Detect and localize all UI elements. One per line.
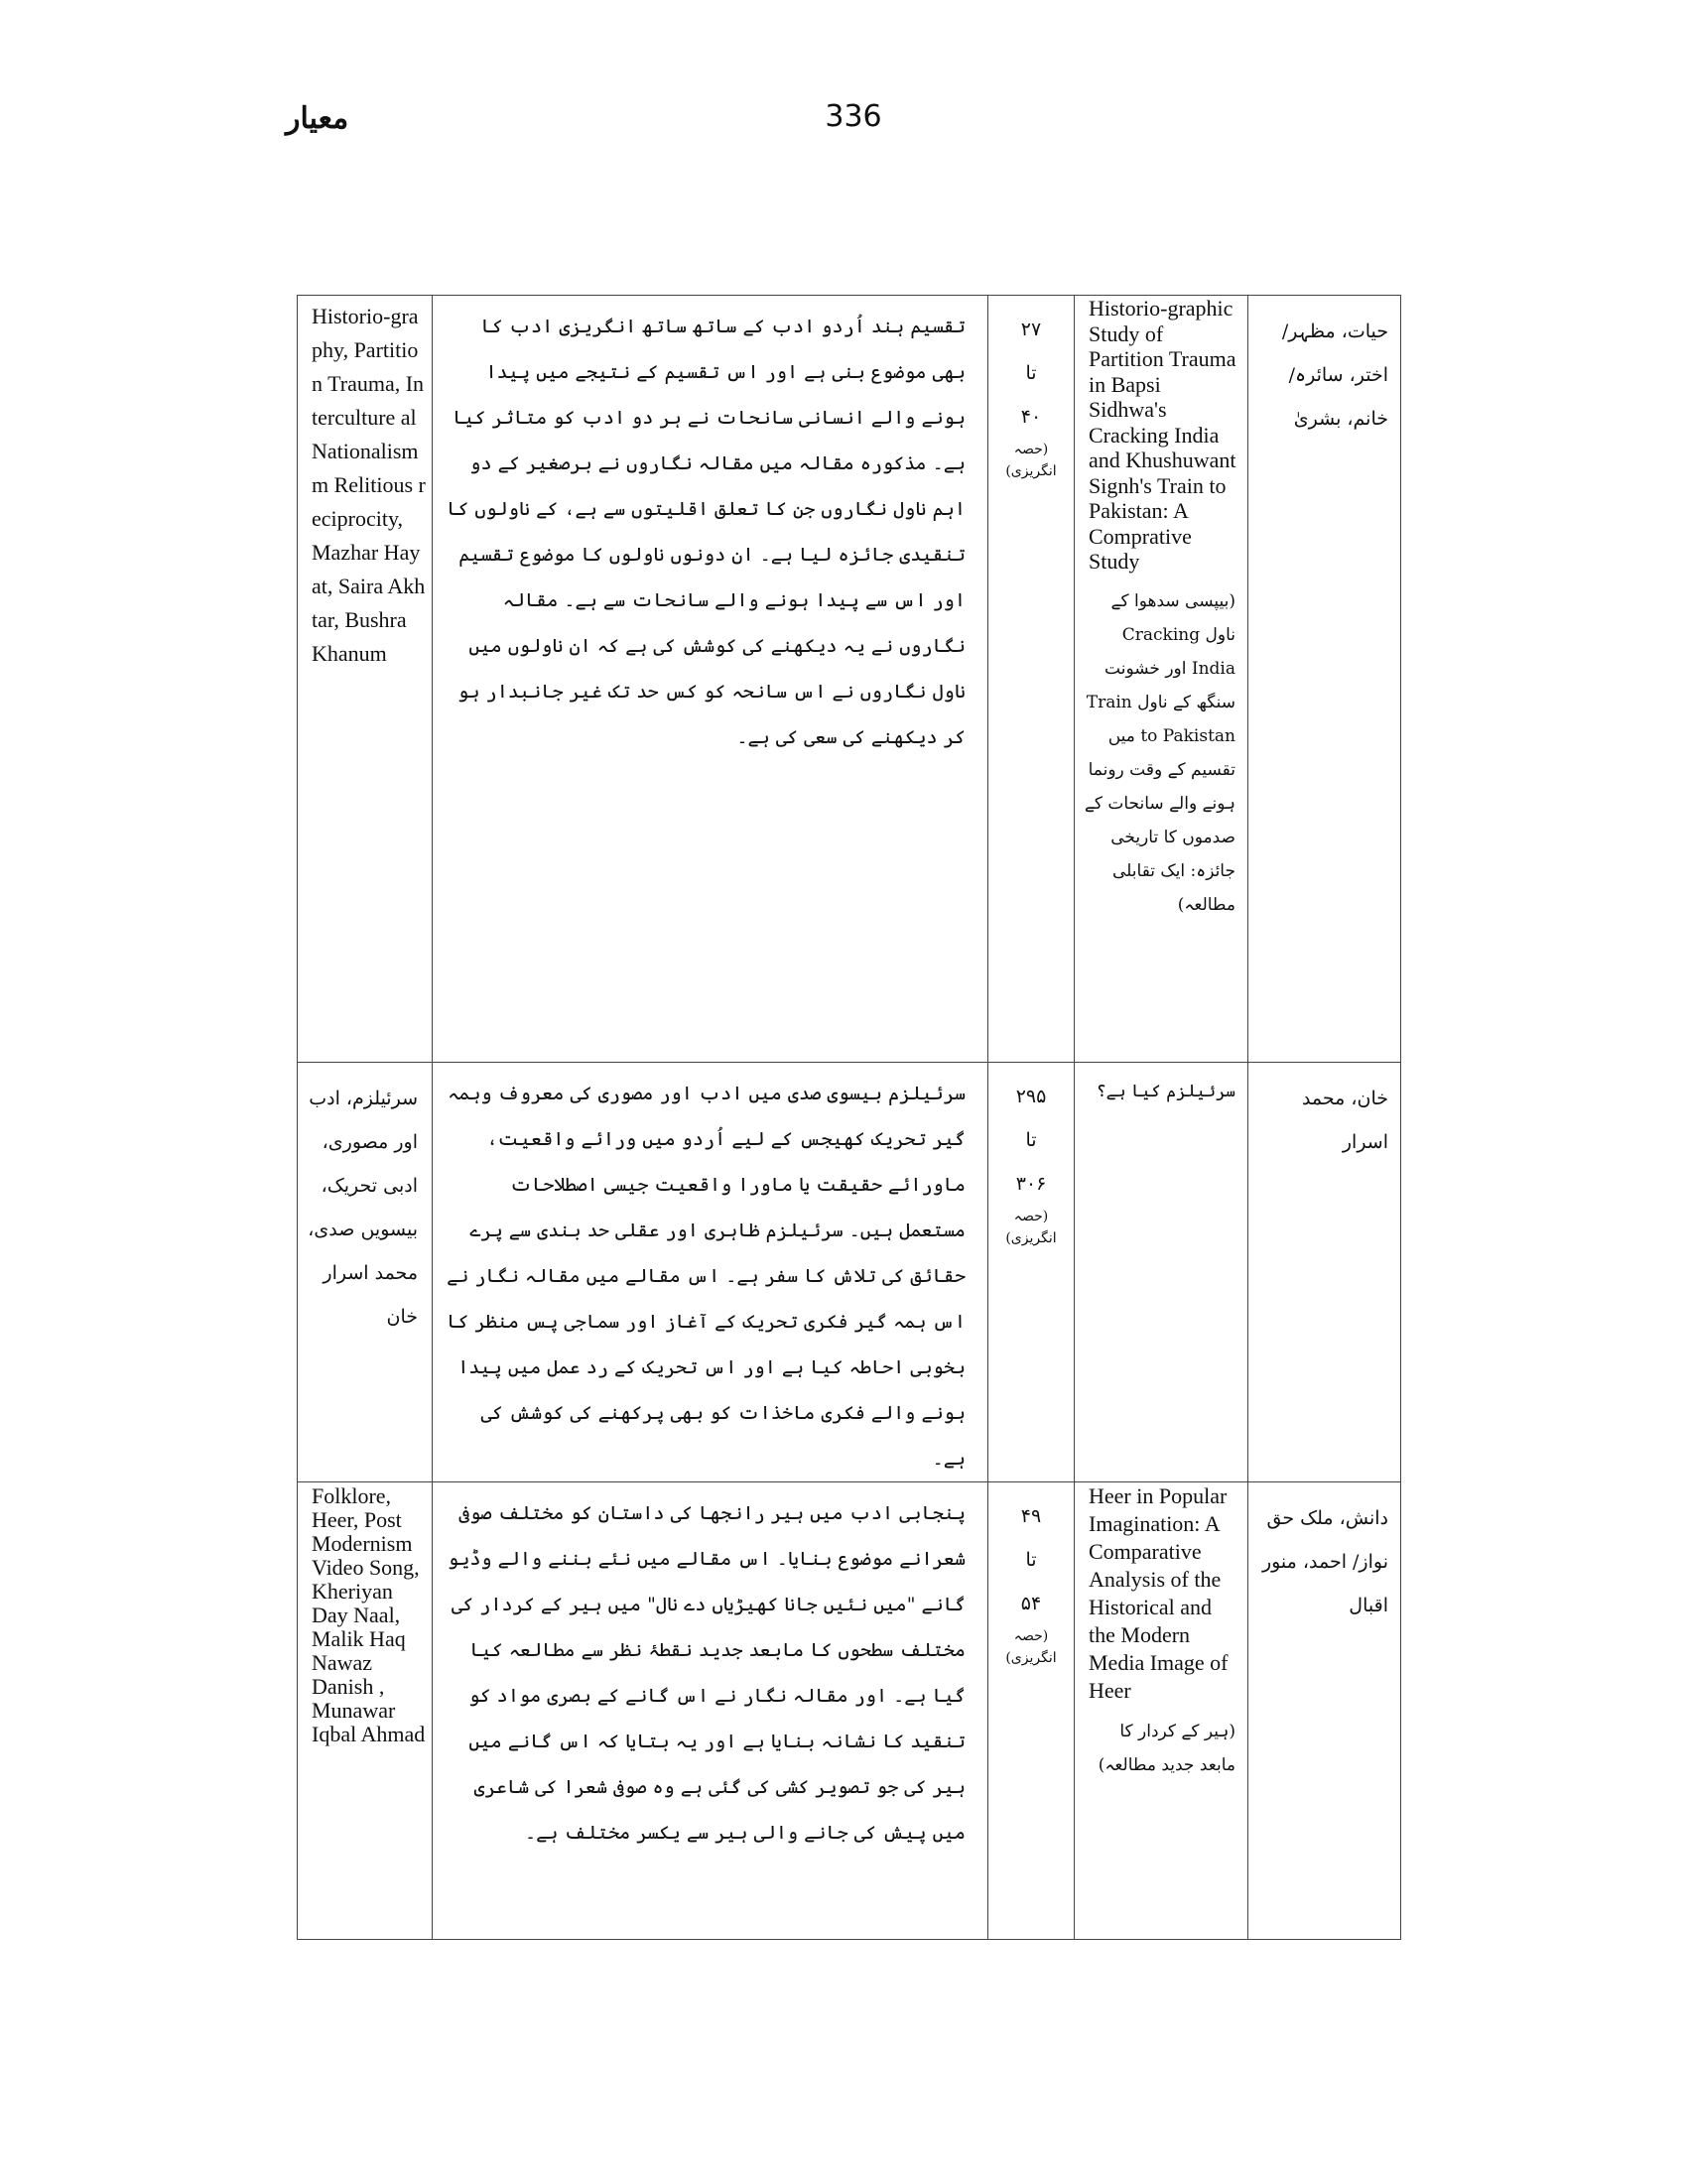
abstract-text: پنجابی ادب میں ہیر رانجھا کی داستان کو مختلف صوفی شعرانے موضوع بنایا۔ اس مقالے میں نئے بننے والے وڈیو گانے "میں نئیں جانا کھیڑیاں دے نال" میں ہیر کے کردار کی مختلف سطحوں کا مابعد جدید نقطۂ نظر سے مطالعہ کیا گیا ہے۔ اور مقالہ نگار نے اس گانے کے بصری مواد کو تنقید کا نشانہ بنایا ہے اور یہ بتایا کہ اس گانے میں ہیر کی جو تصویر کشی کی گئی ہے وہ صوفی شعرا کی شاعری میں پیش کی جانے والی ہیر سے یکسر مختلف ہے۔ xyxy=(448,1502,966,1844)
title-cell xyxy=(1075,1482,1248,1940)
page-range xyxy=(988,296,1074,482)
page-to: ۵۴ xyxy=(1020,1593,1042,1614)
page-to-word: تا xyxy=(1025,362,1037,384)
pages-cell xyxy=(988,1063,1075,1482)
abstract-cell xyxy=(433,1482,988,1940)
title-urdu: سرئیلزم کیا ہے؟ xyxy=(1096,1082,1235,1101)
authors-text: دانش، ملک حق نواز/ احمد، منور اقبال xyxy=(1261,1507,1388,1616)
abstract-text: سرئیلزم بیسوی صدی میں ادب اور مصوری کی معروف وہمہ گیر تحریک کھیجس کے لیے اُردو میں ورائے واقعیت، ماورائے حقیقت یا ماورا واقعیت جیسی اصطلاحات مستعمل ہیں۔ سرئیلزم ظاہری اور عقلی حد بندی سے پرے حقائق کی تلاش کا سفر ہے۔ اس مقالے میں مقالہ نگار نے اس ہمہ گیر فکری تحریک کے آغاز اور سماجی پس منظر کا بخوبی احاطہ کیا ہے اور اس تحریک کے رد عمل میں پیدا ہونے والے فکری ماخذات کو بھی پرکھنے کی کوشش کی ہے۔ xyxy=(447,1083,966,1470)
page-from: ۴۹ xyxy=(1020,1505,1042,1527)
page-range xyxy=(988,1482,1074,1669)
keywords-text: سرئیلزم، ادب اور مصوری، ادبی تحریک، بیسویں صدی، محمد اسرار خان xyxy=(308,1088,418,1328)
section-label: (حصہ انگریزی) xyxy=(1005,1209,1057,1246)
authors-cell xyxy=(1248,1063,1401,1482)
page-to: ۴۰ xyxy=(1020,406,1042,428)
keywords-cell xyxy=(298,1063,433,1482)
table-row xyxy=(298,296,1401,1063)
authors-text: حیات، مظہر/ اختر، سائرہ/ خانم، بشریٰ xyxy=(1281,321,1388,430)
title-urdu: (ہیر کے کردار کا مابعد جدید مطالعہ) xyxy=(1098,1722,1235,1775)
section-label: (حصہ انگریزی) xyxy=(1005,442,1057,479)
page-from: ۲۷ xyxy=(1020,319,1042,340)
section-label: (حصہ انگریزی) xyxy=(1005,1628,1057,1666)
title-urdu: (بیپسی سدھوا کے ناول Cracking India اور خشونت سنگھ کے ناول Train to Pakistan میں تقسیم کے وقت رونما ہونے والے سانحات کے صدموں کا تاریخی جائزہ: ایک تقابلی مطالعہ) xyxy=(1084,590,1235,915)
authors-text: خان، محمد اسرار xyxy=(1301,1088,1388,1153)
page-number: 336 xyxy=(825,99,882,134)
title-english: Heer in Popular Imagination: A Comparative Analysis of the Historical and the Modern Media Image of Heer xyxy=(1089,1483,1229,1703)
title-cell xyxy=(1075,1063,1248,1482)
page-range xyxy=(988,1063,1074,1249)
page-to: ۳۰۶ xyxy=(1015,1173,1047,1195)
abstract-cell xyxy=(433,1063,988,1482)
journal-title: معیار xyxy=(286,101,349,136)
table-row xyxy=(298,1482,1401,1940)
title-cell xyxy=(1075,296,1248,1063)
keywords-text: Folklore, Heer, Post Modernism Video Song, Kheriyan Day Naal, Malik Haq Nawaz Danish , Munawar Iqbal Ahmad xyxy=(312,1483,426,1746)
abstract-text: تقسیم ہند اُردو ادب کے ساتھ ساتھ انگریزی ادب کا بھی موضوع بنی ہے اور اس تقسیم کے نتیجے میں پیدا ہونے والے انسانی سانحات نے ہر دو ادب کو متاثر کیا ہے۔ مذکورہ مقالہ میں مقالہ نگاروں نے برصغیر کے دو اہم ناول نگاروں جن کا تعلق اقلیتوں سے ہے، کے ناولوں کا تنقیدی جائزہ لیا ہے۔ ان دونوں ناولوں کا موضوع تقسیم اور اس سے پیدا ہونے والے سانحات سے ہے۔ مقالہ نگاروں نے یہ دیکھنے کی کوشش کی ہے کہ ان ناولوں میں ناول نگاروں نے اس سانحہ کو کس حد تک غیر جانبدار ہو کر دیکھنے کی سعی کی ہے۔ xyxy=(447,316,966,748)
table-row xyxy=(298,1063,1401,1482)
abstract-cell xyxy=(433,296,988,1063)
page-to-word: تا xyxy=(1025,1549,1037,1571)
page-from: ۲۹۵ xyxy=(1015,1086,1047,1107)
pages-cell xyxy=(988,296,1075,1063)
keywords-cell xyxy=(298,1482,433,1940)
page-to-word: تا xyxy=(1025,1129,1037,1151)
article-index-table xyxy=(297,295,1401,1940)
authors-cell xyxy=(1248,1482,1401,1940)
authors-cell xyxy=(1248,296,1401,1063)
keywords-cell xyxy=(298,296,433,1063)
pages-cell xyxy=(988,1482,1075,1940)
title-english: Historio-graphic Study of Partition Trauma in Bapsi Sidhwa's Cracking India and Khushuwant Signh's Train to Pakistan: A Comprative Study xyxy=(1089,296,1236,574)
keywords-text: Historio-graphy, Partition Trauma, Interculture al Nationalism m Relitious reciprocity, Mazhar Hayat, Saira Akhtar, Bushra Khanum xyxy=(312,304,426,666)
